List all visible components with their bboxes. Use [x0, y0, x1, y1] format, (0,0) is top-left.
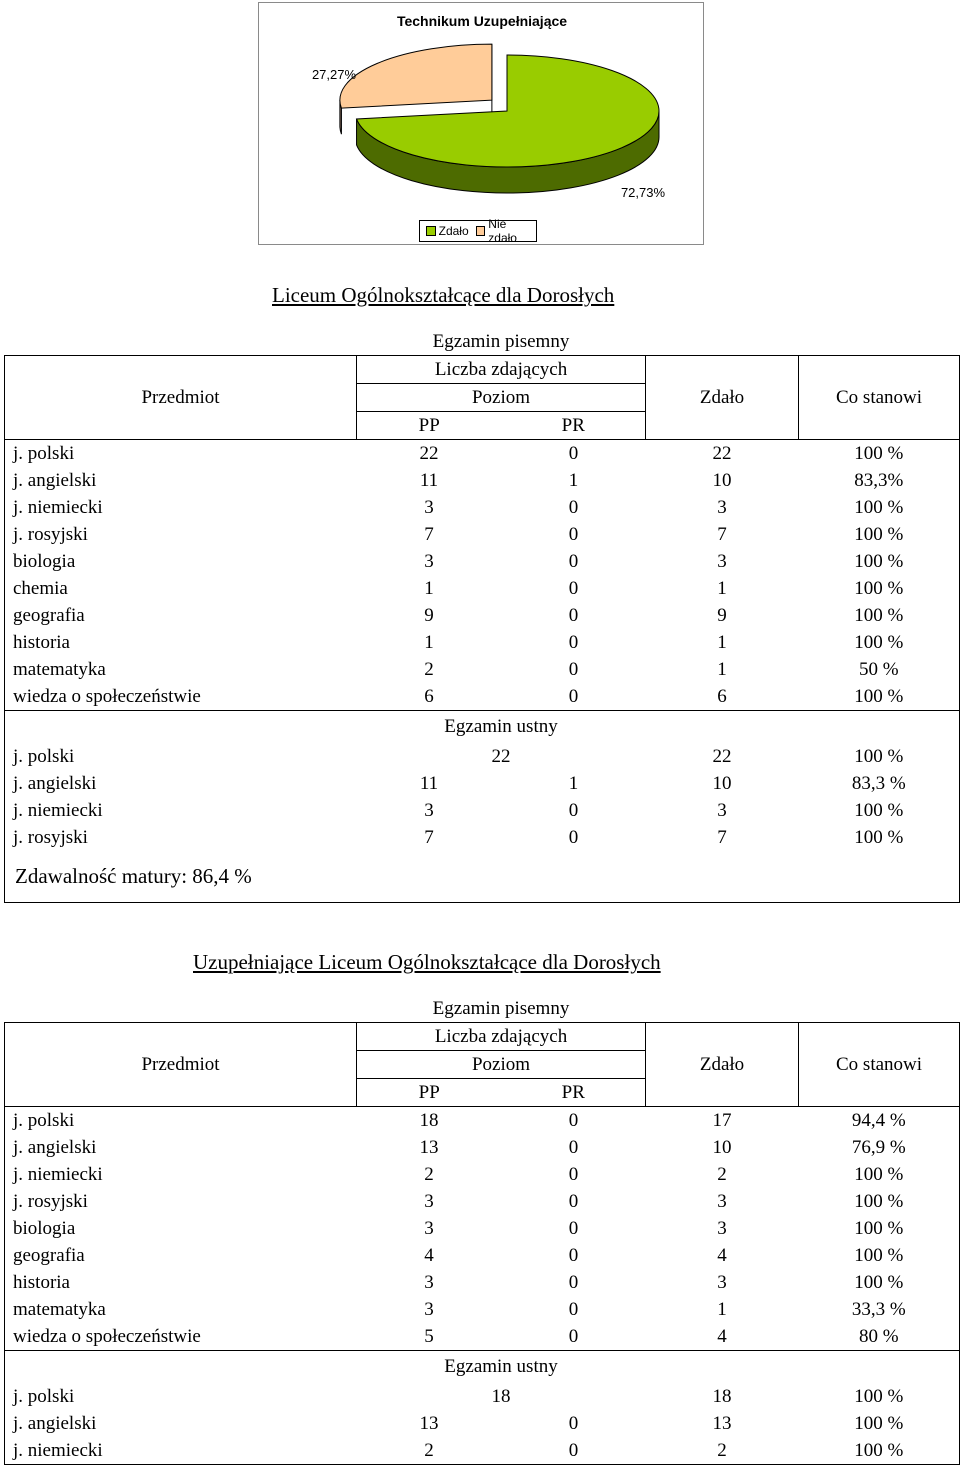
pie-chart — [258, 2, 704, 245]
subject-cell: j. polski — [5, 743, 357, 770]
percent-cell: 100 % — [799, 629, 960, 656]
legend-swatch-zdalo — [426, 226, 436, 236]
pr-cell: 0 — [502, 440, 646, 468]
pr-cell: 0 — [568, 827, 579, 848]
percent-cell: 83,3% — [799, 467, 960, 494]
pp-cell: 3 — [424, 1218, 434, 1239]
pp-cell: 2 — [357, 1437, 502, 1465]
subject-cell: j. rosyjski — [5, 521, 357, 548]
table-row — [5, 1323, 960, 1351]
table-row — [5, 797, 960, 824]
table-row — [5, 1161, 960, 1188]
table-row — [5, 656, 960, 683]
passed-cell: 3 — [717, 1272, 727, 1293]
pp-cell: 6 — [424, 686, 434, 707]
percent-cell: 100 % — [799, 575, 960, 602]
table-row — [5, 770, 960, 797]
table-row — [5, 743, 960, 770]
pp-cell: 5 — [424, 1326, 434, 1347]
subject-cell: j. niemiecki — [5, 494, 357, 521]
pr-cell: 0 — [568, 497, 579, 518]
oral-heading-spacer — [799, 1351, 960, 1384]
percent-cell: 100 % — [799, 1269, 960, 1296]
oral-heading-spacer — [5, 711, 357, 744]
table-row — [5, 548, 960, 575]
header-pp: PP — [357, 1079, 502, 1107]
subject-cell: matematyka — [5, 656, 357, 683]
table-row — [5, 467, 960, 494]
subject-cell: j. polski — [5, 1107, 357, 1135]
passed-cell: 3 — [717, 800, 727, 821]
subject-cell: historia — [5, 629, 357, 656]
legend-label-nie-zdalo: Nie zdało — [488, 217, 517, 245]
passed-cell: 10 — [712, 773, 732, 794]
subject-cell: j. niemiecki — [5, 1161, 357, 1188]
percent-cell: 80 % — [799, 1323, 960, 1351]
oral-heading-spacer — [5, 1351, 357, 1384]
chart-title: Technikum Uzupełniające — [396, 13, 568, 29]
header-level: Poziom — [357, 384, 646, 412]
pr-cell: 0 — [568, 1326, 579, 1347]
percent-cell: 76,9 % — [799, 1134, 960, 1161]
pie-chart-svg — [259, 3, 705, 246]
passed-cell: 4 — [717, 1245, 727, 1266]
subject-cell: wiedza o społeczeństwie — [5, 1323, 357, 1351]
pr-cell: 0 — [502, 1437, 646, 1465]
subject-cell: j. angielski — [5, 467, 357, 494]
pr-cell: 0 — [568, 1299, 579, 1320]
passed-cell: 22 — [712, 746, 732, 767]
subject-cell: j. niemiecki — [5, 797, 357, 824]
pass-rate-summary: Zdawalność matury: 86,4 % — [5, 851, 960, 903]
percent-cell: 33,3 % — [799, 1296, 960, 1323]
passed-cell: 3 — [717, 1191, 727, 1212]
subject-cell: j. niemiecki — [5, 1437, 357, 1465]
subject-cell: biologia — [5, 548, 357, 575]
exam-written-heading: Egzamin pisemny — [432, 331, 570, 352]
passed-cell: 10 — [712, 470, 732, 491]
pr-cell: 0 — [568, 659, 579, 680]
subject-cell: j. polski — [5, 440, 357, 468]
pp-cell: 3 — [424, 497, 434, 518]
header-pp: PP — [357, 412, 502, 440]
subject-cell: matematyka — [5, 1296, 357, 1323]
table-row — [5, 521, 960, 548]
percent-cell: 100 % — [799, 1215, 960, 1242]
subject-cell: j. angielski — [5, 1410, 357, 1437]
percent-cell: 100 % — [799, 797, 960, 824]
passed-cell: 4 — [717, 1326, 727, 1347]
pie-label-nie-zdalo: 27,27% — [311, 67, 357, 82]
percent-cell: 83,3 % — [799, 770, 960, 797]
header-percent: Co stanowi — [799, 356, 960, 440]
passed-cell: 3 — [717, 497, 727, 518]
passed-cell: 17 — [646, 1107, 799, 1135]
subject-cell: wiedza o społeczeństwie — [5, 683, 357, 711]
pr-cell: 0 — [568, 524, 579, 545]
subject-cell: geografia — [5, 1242, 357, 1269]
pp-pr-merged-cell: 22 — [491, 746, 511, 767]
table-row — [5, 1188, 960, 1215]
passed-cell: 1 — [717, 659, 727, 680]
legend-label-zdalo: Zdało — [438, 224, 469, 238]
percent-cell: 100 % — [799, 602, 960, 629]
table-row — [5, 683, 960, 711]
passed-cell: 6 — [717, 686, 727, 707]
pp-cell: 3 — [424, 551, 434, 572]
pp-cell: 13 — [419, 1413, 439, 1434]
pp-cell: 11 — [419, 773, 439, 794]
legend-swatch-nie-zdalo — [476, 226, 486, 236]
pr-cell: 0 — [568, 1218, 579, 1239]
pr-cell: 0 — [502, 1107, 646, 1135]
header-subject: Przedmiot — [5, 1023, 357, 1107]
subject-cell: historia — [5, 1269, 357, 1296]
pp-cell: 3 — [424, 1272, 434, 1293]
pp-cell: 1 — [424, 632, 434, 653]
pp-cell: 2 — [424, 659, 434, 680]
pr-cell: 1 — [568, 470, 579, 491]
table-row — [5, 1410, 960, 1437]
header-count: Liczba zdających — [357, 356, 646, 384]
section-title-ulo: Uzupełniające Liceum Ogólnokształcące dla Dorosłych — [193, 950, 661, 974]
ulo-results-table — [4, 995, 960, 1465]
table-row — [5, 575, 960, 602]
header-pr: PR — [502, 1079, 646, 1107]
percent-cell: 94,4 % — [799, 1107, 960, 1135]
exam-written-heading: Egzamin pisemny — [432, 998, 570, 1019]
table-row — [5, 1107, 960, 1135]
percent-cell: 100 % — [799, 494, 960, 521]
passed-cell: 7 — [717, 524, 727, 545]
table-row — [5, 1269, 960, 1296]
pp-cell: 1 — [424, 578, 434, 599]
percent-cell: 100 % — [799, 548, 960, 575]
pr-cell: 0 — [568, 1413, 579, 1434]
table-row — [5, 1296, 960, 1323]
percent-cell: 100 % — [799, 1242, 960, 1269]
percent-cell: 100 % — [799, 1188, 960, 1215]
percent-cell: 50 % — [799, 656, 960, 683]
header-passed: Zdało — [646, 356, 799, 440]
passed-cell: 1 — [717, 632, 727, 653]
table-row — [5, 602, 960, 629]
passed-cell: 7 — [717, 827, 727, 848]
passed-cell: 10 — [712, 1137, 732, 1158]
pp-cell: 4 — [424, 1245, 434, 1266]
lo-results-table — [4, 328, 960, 903]
subject-cell: geografia — [5, 602, 357, 629]
pr-cell: 0 — [568, 1191, 579, 1212]
table-row — [5, 824, 960, 851]
pr-cell: 1 — [568, 773, 579, 794]
header-subject: Przedmiot — [5, 356, 357, 440]
percent-cell: 100 % — [799, 1161, 960, 1188]
subject-cell: chemia — [5, 575, 357, 602]
passed-cell: 22 — [646, 440, 799, 468]
percent-cell: 100 % — [799, 1410, 960, 1437]
pass-rate-row — [5, 851, 960, 903]
passed-cell: 3 — [717, 551, 727, 572]
percent-cell: 100 % — [799, 1437, 960, 1465]
pp-cell: 7 — [424, 524, 434, 545]
percent-cell: 100 % — [799, 824, 960, 851]
percent-cell: 100 % — [799, 521, 960, 548]
table-row — [5, 1437, 960, 1465]
subject-cell: j. angielski — [5, 1134, 357, 1161]
pp-pr-merged-cell: 18 — [491, 1386, 511, 1407]
pr-cell: 0 — [568, 1164, 579, 1185]
pr-cell: 0 — [568, 1272, 579, 1293]
subject-cell: biologia — [5, 1215, 357, 1242]
passed-cell: 13 — [712, 1413, 732, 1434]
passed-cell: 1 — [717, 578, 727, 599]
pp-cell: 3 — [424, 1299, 434, 1320]
table-row — [5, 1215, 960, 1242]
oral-heading-row — [5, 1351, 960, 1384]
table-row — [5, 629, 960, 656]
subject-cell: j. polski — [5, 1383, 357, 1410]
percent-cell: 100 % — [799, 683, 960, 711]
exam-oral-heading: Egzamin ustny — [357, 1351, 646, 1384]
pie-label-zdalo: 72,73% — [620, 185, 666, 200]
passed-cell: 2 — [646, 1437, 799, 1465]
passed-cell: 9 — [717, 605, 727, 626]
oral-heading-spacer — [646, 1351, 799, 1384]
pr-cell: 0 — [568, 1245, 579, 1266]
percent-cell: 100 % — [799, 440, 960, 468]
pp-cell: 2 — [424, 1164, 434, 1185]
pr-cell: 0 — [568, 686, 579, 707]
oral-heading-spacer — [799, 711, 960, 744]
passed-cell: 3 — [717, 1218, 727, 1239]
table-row — [5, 1242, 960, 1269]
passed-cell: 1 — [717, 1299, 727, 1320]
subject-cell: j. rosyjski — [5, 1188, 357, 1215]
table-row — [5, 440, 960, 468]
header-pr: PR — [502, 412, 646, 440]
subject-cell: j. rosyjski — [5, 824, 357, 851]
pr-cell: 0 — [568, 551, 579, 572]
exam-oral-heading: Egzamin ustny — [357, 711, 646, 744]
header-passed: Zdało — [646, 1023, 799, 1107]
oral-heading-spacer — [646, 711, 799, 744]
table-row — [5, 494, 960, 521]
pie-slice-nie-zdalo-top — [340, 44, 492, 108]
passed-cell: 18 — [712, 1386, 732, 1407]
pp-cell: 3 — [424, 800, 434, 821]
pr-cell: 0 — [568, 1137, 579, 1158]
percent-cell: 100 % — [799, 743, 960, 770]
pr-cell: 0 — [568, 578, 579, 599]
header-count: Liczba zdających — [357, 1023, 646, 1051]
pr-cell: 0 — [568, 800, 579, 821]
table-row — [5, 1134, 960, 1161]
pr-cell: 0 — [568, 632, 579, 653]
pp-cell: 9 — [424, 605, 434, 626]
percent-cell: 100 % — [799, 1383, 960, 1410]
pr-cell: 0 — [568, 605, 579, 626]
subject-cell: j. angielski — [5, 770, 357, 797]
oral-heading-row — [5, 711, 960, 744]
pp-cell: 11 — [419, 470, 439, 491]
header-percent: Co stanowi — [799, 1023, 960, 1107]
passed-cell: 2 — [717, 1164, 727, 1185]
table-row — [5, 1383, 960, 1410]
pp-cell: 13 — [419, 1137, 439, 1158]
pp-cell: 3 — [424, 1191, 434, 1212]
chart-legend — [419, 217, 537, 245]
header-level: Poziom — [357, 1051, 646, 1079]
section-title-lo: Liceum Ogólnokształcące dla Dorosłych — [272, 283, 615, 307]
pp-cell: 18 — [357, 1107, 502, 1135]
pp-cell: 7 — [424, 827, 434, 848]
pp-cell: 22 — [357, 440, 502, 468]
